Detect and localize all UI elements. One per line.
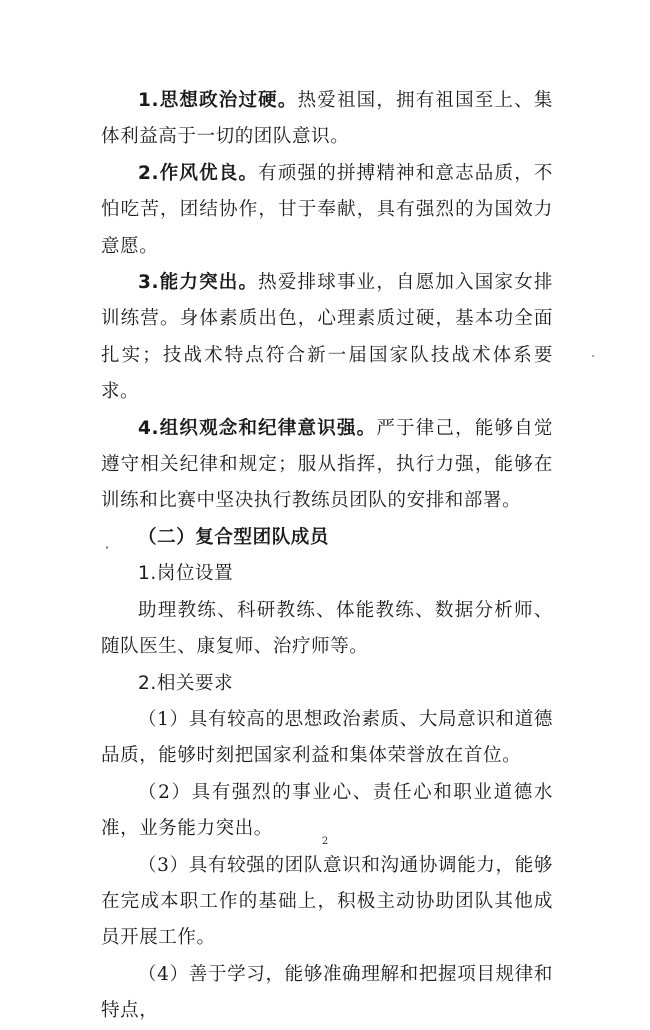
- scan-speck: [592, 355, 594, 357]
- section-heading-team-members: （二）复合型团队成员: [138, 526, 330, 548]
- requirement-item-1: （1）具有较高的思想政治素质、大局意识和道德品质，能够时刻把国家利益和集体荣誉放在首位。: [101, 708, 553, 767]
- page-number: 2: [321, 836, 329, 847]
- requirement-discipline-title: 4.组织观念和纪律意识强。: [138, 417, 377, 439]
- requirement-ability-text: 热爱排球事业，自愿加入国家女排训练营。身体素质出色，心理素质过硬，基本功全面扎实；技战术特点符合新一届国家队技战术体系要求。: [101, 272, 553, 403]
- requirement-style: [101, 156, 553, 265]
- positions-list: 助理教练、科研教练、体能教练、数据分析师、随队医生、康复师、治疗师等。: [101, 599, 553, 658]
- requirement-item-2: （2）具有强烈的事业心、责任心和职业道德水准，业务能力突出。: [101, 781, 553, 840]
- requirement-discipline-text: 严于律己，能够自觉遵守相关纪律和规定；服从指挥，执行力强，能够在训练和比赛中坚决执行教练员团队的安排和部署。: [101, 417, 554, 512]
- requirement-ability: [101, 265, 553, 411]
- requirement-item-4: （4）善于学习，能够准确理解和把握项目规律和特点，: [101, 963, 553, 1022]
- requirement-political-text: 热爱祖国，拥有祖国至上、集体利益高于一切的团队意识。: [101, 90, 553, 148]
- requirement-style-title: 2.作风优良。: [138, 162, 259, 184]
- scan-speck: [106, 546, 108, 549]
- requirement-ability-title: 3.能力突出。: [138, 272, 259, 294]
- document-body: [101, 83, 553, 1030]
- requirement-style-text: 有顽强的拼搏精神和意志品质，不怕吃苦，团结协作，甘于奉献，具有强烈的为国效力意愿。: [101, 162, 553, 257]
- subheading-positions: 1.岗位设置: [138, 563, 234, 585]
- subheading-requirements: 2.相关要求: [138, 672, 234, 694]
- requirement-item-3: （3）具有较强的团队意识和沟通协调能力，能够在完成本职工作的基础上，积极主动协助团队其他成员开展工作。: [101, 854, 553, 949]
- requirement-discipline: [101, 411, 553, 520]
- requirement-political-title: 1.思想政治过硬。: [138, 90, 298, 111]
- requirement-political: [101, 83, 553, 156]
